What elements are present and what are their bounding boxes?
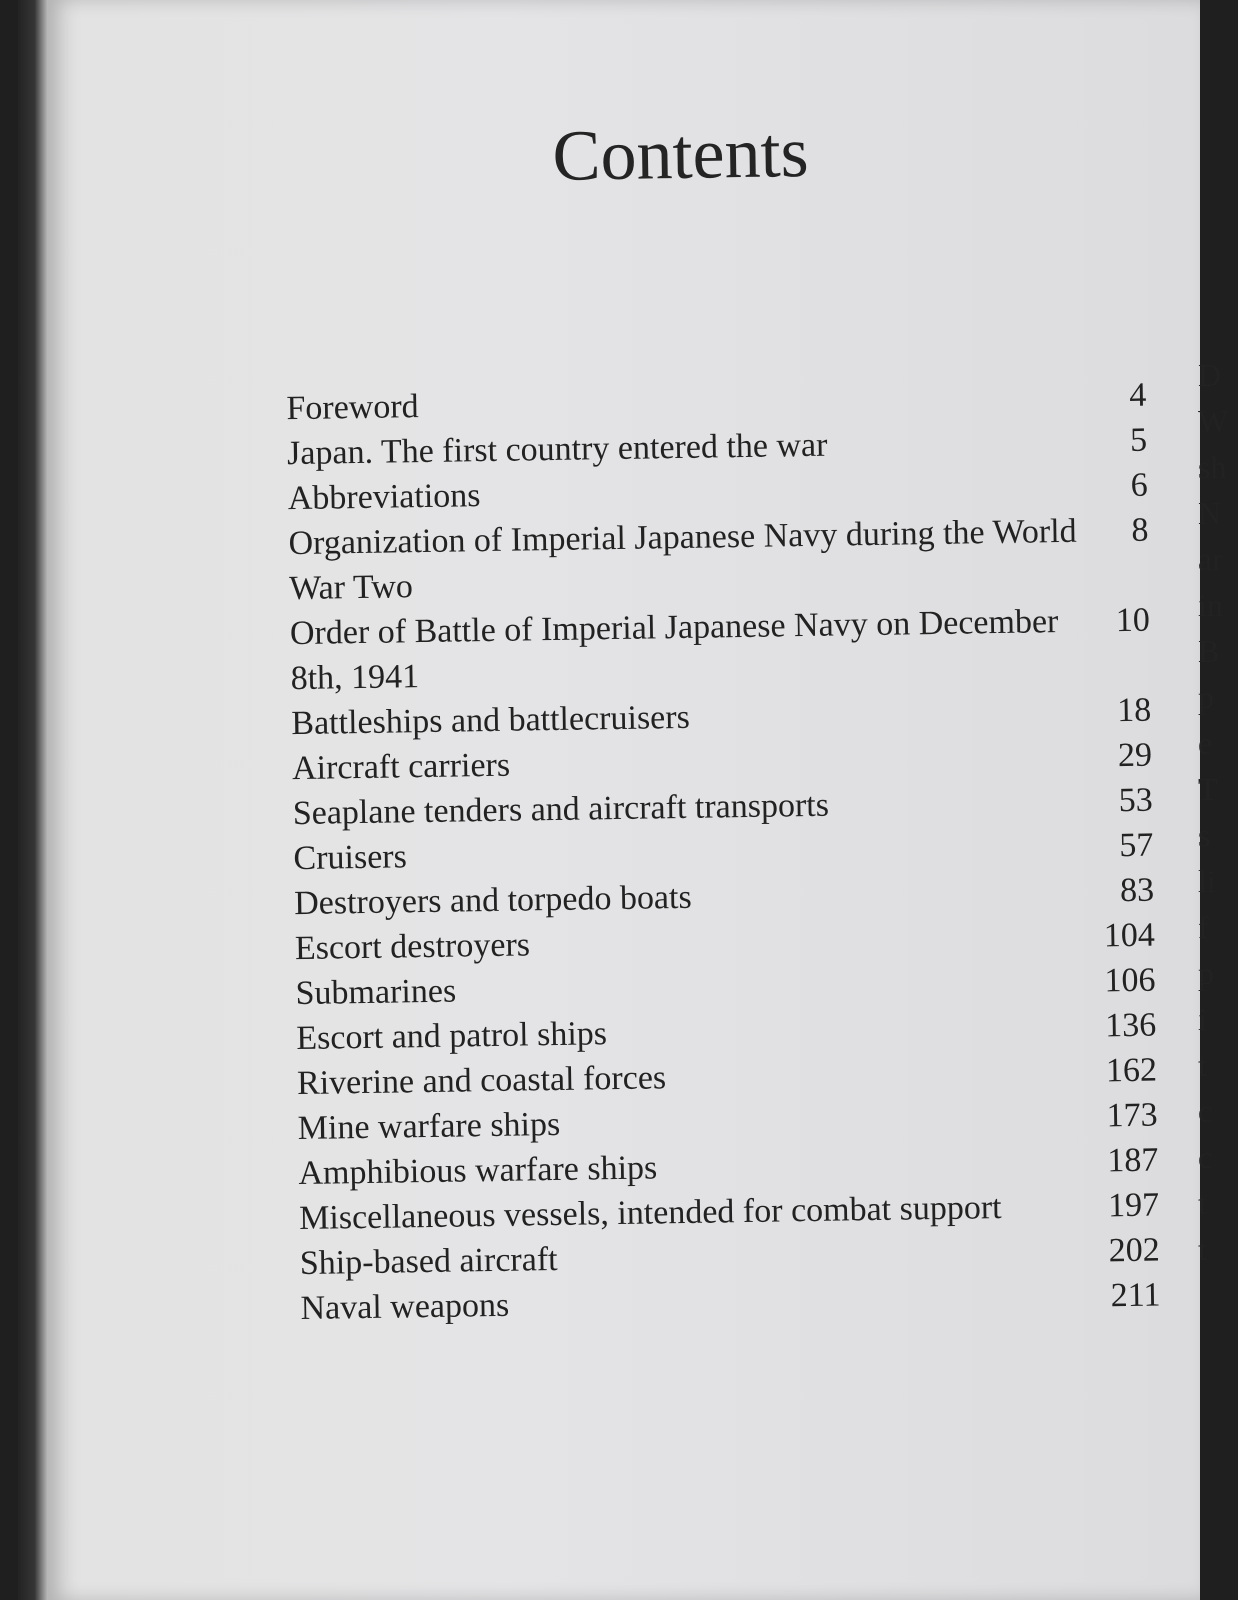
- toc-entry-title: Japan. The first country entered the war: [286, 426, 828, 473]
- toc-entry-title: Order of Battle of Imperial Japanese Navy on December 8th, 1941: [289, 603, 1059, 698]
- toc-entry-title: Aircraft carriers: [291, 746, 511, 788]
- adjacent-text-fragment: c: [1198, 1093, 1213, 1129]
- toc-entry-page: 197: [1107, 1186, 1160, 1225]
- toc-entry-page: 8: [1131, 511, 1149, 549]
- binding-edge: [18, 0, 48, 1600]
- adjacent-text-fragment: t: [1198, 1185, 1207, 1221]
- toc-entry-page: 211: [1110, 1276, 1161, 1315]
- toc-entry-page: 10: [1115, 601, 1151, 640]
- toc-entry-page: 18: [1116, 691, 1152, 730]
- toc-entry-page: 5: [1129, 421, 1148, 459]
- toc-entry-page: 29: [1117, 736, 1153, 775]
- adjacent-text-fragment: i: [1198, 1001, 1207, 1037]
- table-of-contents: [286, 373, 1161, 1331]
- adjacent-text-fragment: p: [1198, 679, 1214, 715]
- toc-entry-page: 53: [1118, 781, 1153, 820]
- contents-section: [228, 0, 1213, 1600]
- toc-entry-title: Escort and patrol ships: [296, 1015, 608, 1058]
- toc-entry-page: 104: [1103, 916, 1156, 955]
- toc-entry-title: Seaplane tenders and aircraft transports: [292, 786, 830, 833]
- adjacent-text-fragment: in: [1198, 587, 1223, 623]
- adjacent-text-fragment: T: [1198, 771, 1218, 807]
- adjacent-text-fragment: sh: [1198, 449, 1227, 485]
- toc-entry-page: 57: [1119, 826, 1154, 865]
- toc-entry-title: Submarines: [295, 972, 457, 1013]
- adjacent-page-text: [1198, 352, 1238, 1352]
- toc-entry-page: 187: [1107, 1141, 1159, 1180]
- toc-entry-page: 202: [1108, 1231, 1161, 1270]
- toc-entry-page: 83: [1119, 871, 1155, 910]
- toc-entry-title: Naval weapons: [300, 1286, 510, 1328]
- page-title: Contents: [551, 111, 810, 196]
- adjacent-text-fragment: W: [1198, 403, 1229, 439]
- adjacent-text-fragment: t: [1198, 1231, 1207, 1267]
- toc-entry-title: Battleships and battlecruisers: [291, 698, 691, 743]
- adjacent-text-fragment: t: [1198, 1047, 1207, 1083]
- toc-entry-page: 106: [1104, 961, 1156, 1000]
- toc-entry-page: 173: [1106, 1096, 1158, 1135]
- toc-entry-title: Miscellaneous vessels, intended for combat support: [298, 1189, 1002, 1238]
- toc-entry-title: Amphibious warfare ships: [298, 1149, 658, 1193]
- adjacent-text-fragment: s: [1198, 817, 1211, 853]
- toc-entry-title: Destroyers and torpedo boats: [293, 878, 692, 923]
- toc-entry-title: Foreword: [286, 388, 419, 428]
- toc-entry-page: 162: [1105, 1051, 1158, 1090]
- toc-entry-title: Riverine and coastal forces: [296, 1059, 667, 1103]
- toc-entry-title: Cruisers: [293, 838, 408, 878]
- adjacent-text-fragment: N: [1198, 495, 1222, 531]
- toc-entry-page: 6: [1130, 466, 1149, 504]
- toc-entry-page: 4: [1129, 376, 1147, 414]
- adjacent-text-fragment: li: [1198, 863, 1216, 899]
- adjacent-text-fragment: e: [1198, 725, 1213, 761]
- toc-entry: [288, 508, 1149, 611]
- toc-entry-title: Escort destroyers: [294, 926, 531, 968]
- adjacent-text-fragment: D: [1198, 357, 1222, 393]
- toc-entry-title: Mine warfare ships: [297, 1105, 561, 1148]
- adjacent-text-fragment: f: [1198, 909, 1209, 945]
- adjacent-text-fragment: c: [1198, 1139, 1213, 1175]
- book-page: [48, 0, 1229, 1600]
- toc-entry-page: 136: [1104, 1006, 1157, 1045]
- adjacent-text-fragment: ar: [1198, 541, 1223, 577]
- adjacent-text-fragment: p: [1198, 955, 1214, 991]
- toc-entry-title: Ship-based aircraft: [299, 1240, 558, 1283]
- toc-entry: [290, 598, 1151, 701]
- toc-entry-title: Abbreviations: [287, 477, 481, 518]
- toc-entry-title: Organization of Imperial Japanese Navy during the World War Two: [288, 512, 1077, 608]
- adjacent-text-fragment: B: [1198, 633, 1220, 669]
